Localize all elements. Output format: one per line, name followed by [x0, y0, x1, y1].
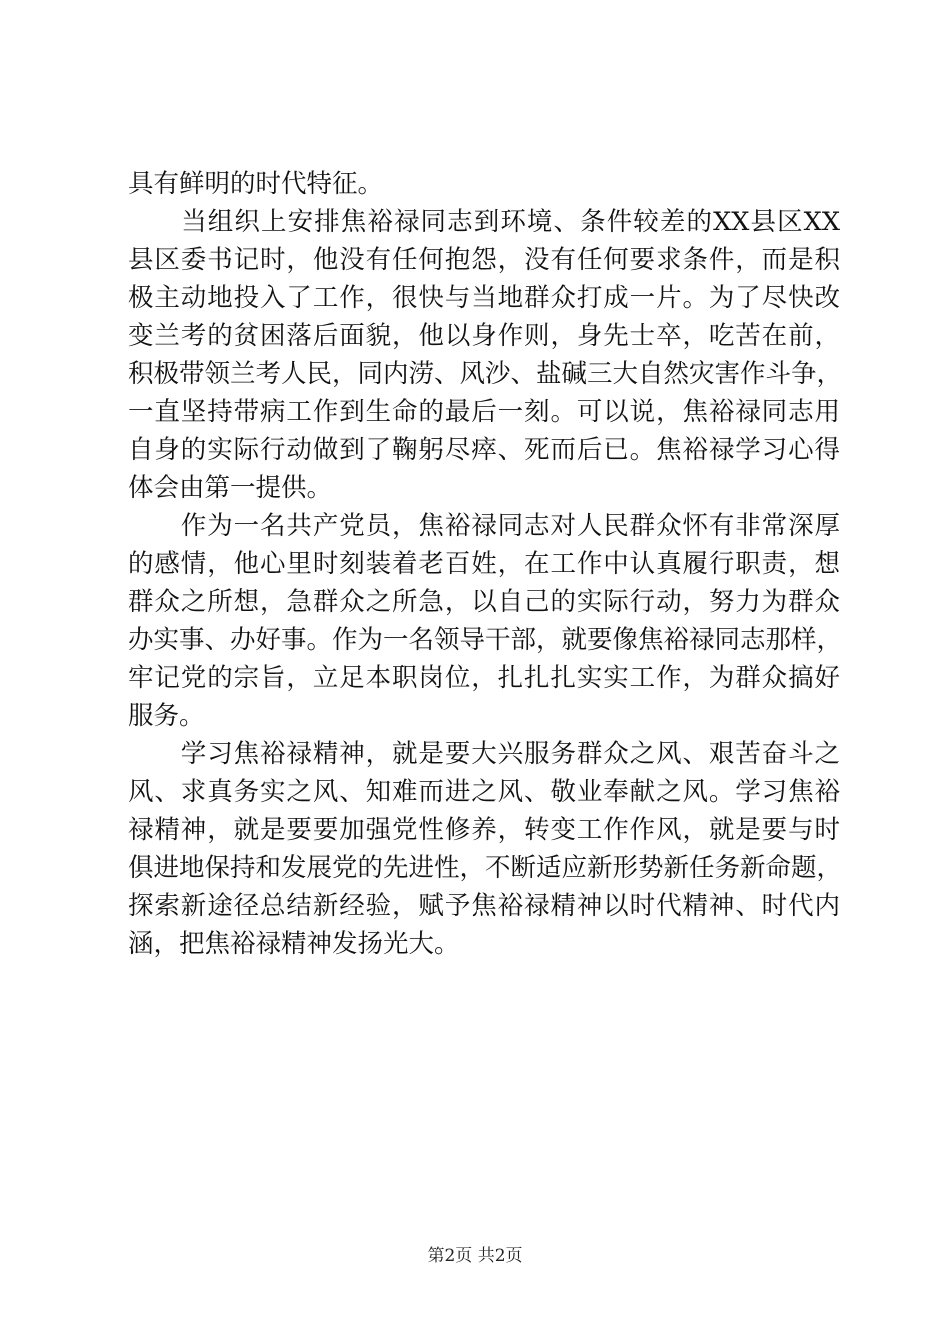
text-line: 俱进地保持和发展党的先进性，不断适应新形势新任务新命题，	[128, 853, 843, 883]
text-line: 当组织上安排焦裕禄同志到环境、条件较差的XX县区XX	[128, 207, 840, 237]
text-line: 变兰考的贫困落后面貌，他以身作则，身先士卒，吃苦在前，	[128, 321, 840, 351]
text-line: 自身的实际行动做到了鞠躬尽瘁、死而后已。焦裕禄学习心得	[128, 435, 840, 465]
text-line: 积极带领兰考人民，同内涝、风沙、盐碱三大自然灾害作斗争，	[128, 359, 843, 389]
text-line: 学习焦裕禄精神，就是要大兴服务群众之风、艰苦奋斗之	[128, 739, 840, 769]
text-line: 极主动地投入了工作，很快与当地群众打成一片。为了尽快改	[128, 283, 840, 313]
text-line: 一直坚持带病工作到生命的最后一刻。可以说，焦裕禄同志用	[128, 397, 840, 427]
text-line: 办实事、办好事。作为一名领导干部，就要像焦裕禄同志那样，	[128, 625, 843, 655]
text-line: 服务。	[128, 701, 205, 731]
body-text	[128, 165, 843, 963]
text-line: 牢记党的宗旨，立足本职岗位，扎扎扎实实工作，为群众搞好	[128, 663, 840, 693]
text-line: 县区委书记时，他没有任何抱怨，没有任何要求条件，而是积	[128, 245, 840, 275]
text-line: 的感情，他心里时刻装着老百姓，在工作中认真履行职责，想	[128, 549, 840, 579]
text-line: 具有鲜明的时代特征。	[128, 169, 384, 199]
text-line: 风、求真务实之风、知难而进之风、敬业奉献之风。学习焦裕	[128, 777, 840, 807]
text-line: 群众之所想，急群众之所急，以自己的实际行动，努力为群众	[128, 587, 840, 617]
text-line: 涵，把焦裕禄精神发扬光大。	[128, 929, 460, 959]
text-line: 探索新途径总结新经验，赋予焦裕禄精神以时代精神、时代内	[128, 891, 840, 921]
text-line: 体会由第一提供。	[128, 473, 333, 503]
text-line: 作为一名共产党员，焦裕禄同志对人民群众怀有非常深厚	[128, 511, 840, 541]
page-footer: 第2页 共2页	[427, 1246, 523, 1266]
text-line: 禄精神，就是要要加强党性修养，转变工作作风，就是要与时	[128, 815, 840, 845]
